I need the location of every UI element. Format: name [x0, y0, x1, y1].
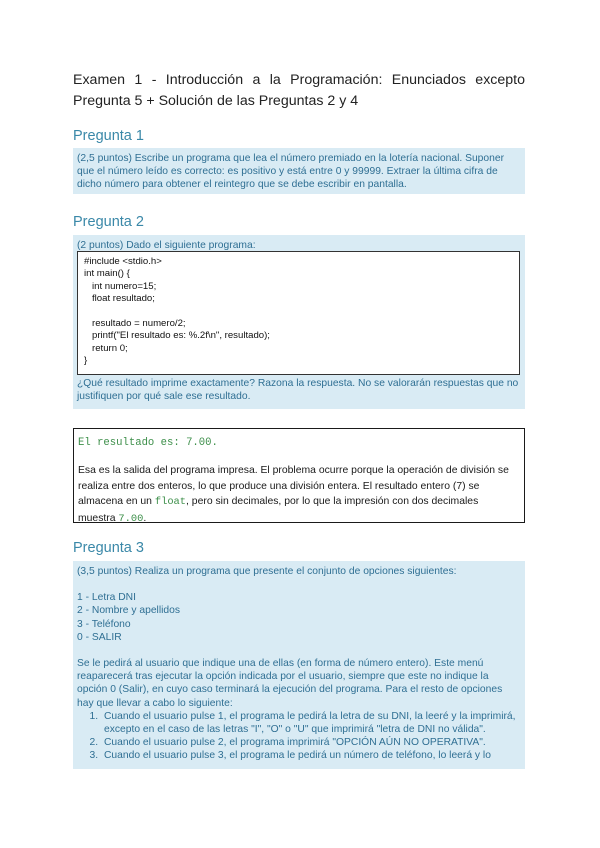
question-2-intro: (2 puntos) Dado el siguiente programa:: [77, 240, 256, 251]
document-title: Examen 1 - Introducción a la Programación: Enunciados excepto Pregunta 5 + Solución de las Preguntas 2 y 4: [73, 72, 525, 109]
question-1-text: (2,5 puntos) Escribe un programa que lea el número premiado en la lotería nacional. Suponer que el número leído es correcto: es positivo y está entre 0 y 99999. Extraer la última cifra de dicho número para obtener el reintegro que se debe escribir en pantalla.: [77, 153, 505, 191]
inline-code-float: float: [154, 496, 187, 508]
code-block: #include <stdio.h> int main() { int numero=15; float resultado; resultado = numero/2; printf("El resultado es: %.2f\n", resultado); return 0; }: [77, 251, 520, 375]
program-output: El resultado es: 7.00.: [78, 437, 218, 449]
question-2-heading: Pregunta 2: [73, 214, 144, 230]
question-3-intro: (3,5 puntos) Realiza un programa que presente el conjunto de opciones siguientes:: [77, 566, 457, 577]
option-item: 1 - Letra DNI: [77, 592, 136, 604]
question-1-box: [73, 148, 525, 194]
option-item: 2 - Nombre y apellidos: [77, 605, 181, 617]
question-2-question: ¿Qué resultado imprime exactamente? Razona la respuesta. No se valorarán respuestas que no justifiquen por qué sale ese resultado.: [77, 378, 519, 403]
question-3-steps: [77, 710, 521, 763]
question-1-heading: Pregunta 1: [73, 128, 144, 144]
step-item: 2. Cuando el usuario pulse 2, el programa imprimirá "OPCIÓN AÚN NO OPERATIVA".: [101, 736, 521, 749]
question-3-paragraph: Se le pedirá al usuario que indique una de ellas (en forma de número entero). Este menú reaparecerá tras ejecutar la opción indicada por el usuario, siempre que este no indique la opción 0 (Salir), en cuyo caso terminará la ejecución del programa. Para el resto de opciones hay que llevar a cabo lo siguiente:: [77, 658, 503, 709]
explanation-part-1: Esa es la salida del programa impresa. El problema ocurre porque la operación de división se realiza entre dos enteros, lo que produce una división entera. El resultado entero (7) se almacena en un: [78, 465, 509, 507]
option-item: 0 - SALIR: [77, 631, 122, 643]
question-3-heading: Pregunta 3: [73, 540, 144, 556]
explanation-part-3: .: [143, 512, 147, 524]
step-item: 3. Cuando el usuario pulse 3, el programa le pedirá un número de teléfono, lo leerá y lo: [101, 749, 521, 762]
step-item: 1. Cuando el usuario pulse 1, el programa le pedirá la letra de su DNI, la leeré y la imprimirá, excepto en el caso de las letras "I", "O" o "U" que imprimirá "letra de DNI no válida".: [101, 710, 521, 736]
option-item: 3 - Teléfono: [77, 618, 131, 630]
explanation-part-2: , pero sin decimales, por lo que la impresión con dos decimales muestra: [78, 496, 479, 524]
question-3-box: [73, 561, 525, 769]
inline-code-result: 7.00: [118, 512, 144, 525]
answer-2-box: [73, 428, 525, 523]
answer-explanation: [78, 463, 518, 527]
question-2-question-wrap: [73, 377, 525, 407]
